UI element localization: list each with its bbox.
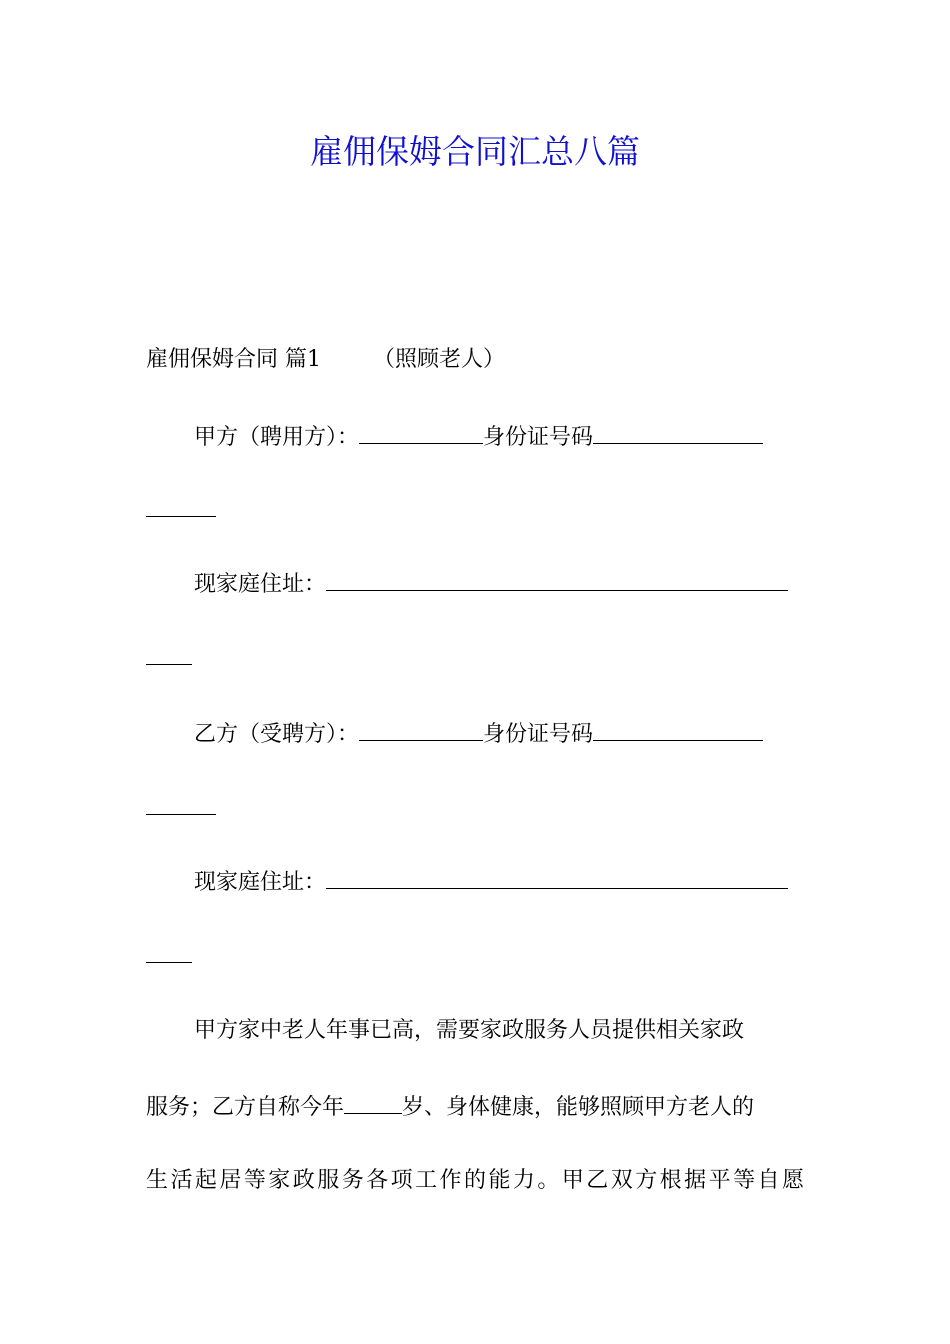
- party-b-name-blank: [359, 716, 483, 741]
- party-b-address-blank-continued: [146, 938, 804, 974]
- continuation-blank: [146, 938, 192, 963]
- party-b-id-blank-continued: [146, 790, 804, 826]
- contract-heading-main: 雇佣保姆合同 篇1: [146, 347, 321, 372]
- continuation-blank: [146, 640, 192, 665]
- party-a-address-blank-continued: [146, 640, 804, 676]
- party-a-name-blank: [359, 419, 483, 444]
- party-b-address-blank: [326, 864, 788, 889]
- body-line-2-start: 服务；乙方自称今年: [146, 1095, 345, 1120]
- party-a-id-blank: [593, 419, 763, 444]
- party-a-id-blank-continued: [146, 492, 804, 528]
- age-blank: [344, 1089, 402, 1114]
- party-a-row: [146, 419, 852, 455]
- body-line-3: 生活起居等家政服务各项工作的能力。甲乙双方根据平等自愿: [146, 1168, 804, 1193]
- party-b-row: [146, 716, 852, 752]
- party-b-id-label: 身份证号码: [483, 722, 594, 747]
- body-line-1: 甲方家中老人年事已高，需要家政服务人员提供相关家政: [194, 1018, 745, 1043]
- party-a-address-blank: [326, 566, 788, 591]
- page-title: 雇佣保姆合同汇总八篇: [310, 132, 640, 171]
- party-a-address-row: [146, 566, 852, 602]
- party-b-label: 乙方（受聘方）：: [194, 722, 360, 747]
- party-a-label: 甲方（聘用方）：: [194, 425, 360, 450]
- body-line-2-end: 岁、身体健康，能够照顾甲方老人的: [402, 1095, 755, 1120]
- party-a-id-label: 身份证号码: [483, 425, 594, 450]
- body-line-2: [146, 1089, 804, 1125]
- party-b-id-blank: [593, 716, 763, 741]
- continuation-blank: [146, 790, 216, 815]
- contract-heading: [146, 343, 804, 377]
- party-a-address-label: 现家庭住址：: [194, 572, 327, 597]
- contract-heading-sub: （照顾老人）: [373, 347, 506, 372]
- party-b-address-label: 现家庭住址：: [194, 870, 327, 895]
- continuation-blank: [146, 492, 216, 517]
- party-b-address-row: [146, 864, 852, 900]
